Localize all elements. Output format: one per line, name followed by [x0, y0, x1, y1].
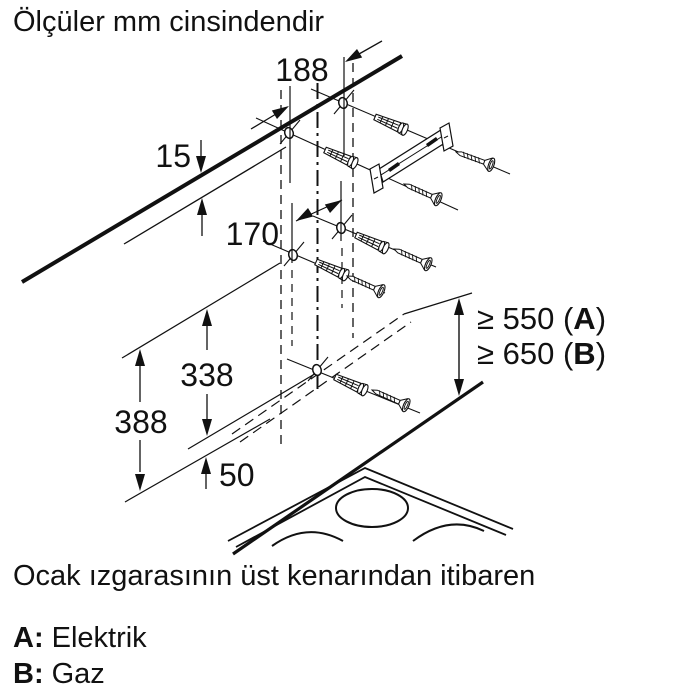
screw	[401, 178, 443, 207]
wall-plug	[354, 230, 391, 255]
legend-item-gas	[13, 656, 147, 692]
legend-label: Elektrik	[51, 622, 147, 654]
burner	[413, 524, 484, 541]
dimension-clearance	[454, 298, 606, 396]
hood-hidden-rim	[232, 314, 411, 442]
clearance-label-electric: ≥ 550 (A)	[477, 301, 607, 336]
dim-label-170: 170	[225, 216, 279, 252]
page-title: Ölçüler mm cinsindendir	[13, 6, 325, 38]
mounting-hole	[332, 215, 352, 239]
dimension-338	[180, 309, 233, 436]
mounting-bracket	[370, 123, 453, 193]
screw	[344, 270, 386, 299]
burner	[272, 532, 343, 546]
legend-key: B:	[13, 658, 44, 690]
burner	[336, 489, 408, 527]
dimension-388	[114, 349, 167, 491]
legend-key: A:	[13, 622, 44, 654]
dim-label-50: 50	[219, 457, 255, 493]
screw	[391, 243, 433, 272]
screw	[369, 384, 411, 413]
hob-reference-note: Ocak ızgarasının üst kenarından itibaren	[13, 560, 536, 592]
dim-label-15: 15	[155, 138, 191, 174]
dim-label-388: 388	[114, 404, 168, 440]
screw	[454, 145, 497, 172]
dim-label-338: 338	[180, 357, 234, 393]
hob	[228, 468, 513, 547]
legend-item-electric	[13, 620, 147, 656]
wall-plug	[323, 145, 360, 170]
wall-plug	[373, 111, 410, 136]
mounting-hole	[284, 242, 304, 266]
wall-plug	[314, 257, 351, 282]
wall-line	[22, 56, 402, 282]
dimension-50	[201, 457, 255, 493]
reference-lines	[122, 263, 472, 502]
dim-label-188: 188	[275, 52, 329, 88]
legend-label: Gaz	[51, 658, 105, 690]
legend	[13, 620, 147, 692]
wall-plug	[333, 372, 370, 397]
clearance-label-gas: ≥ 650 (B)	[477, 336, 607, 371]
